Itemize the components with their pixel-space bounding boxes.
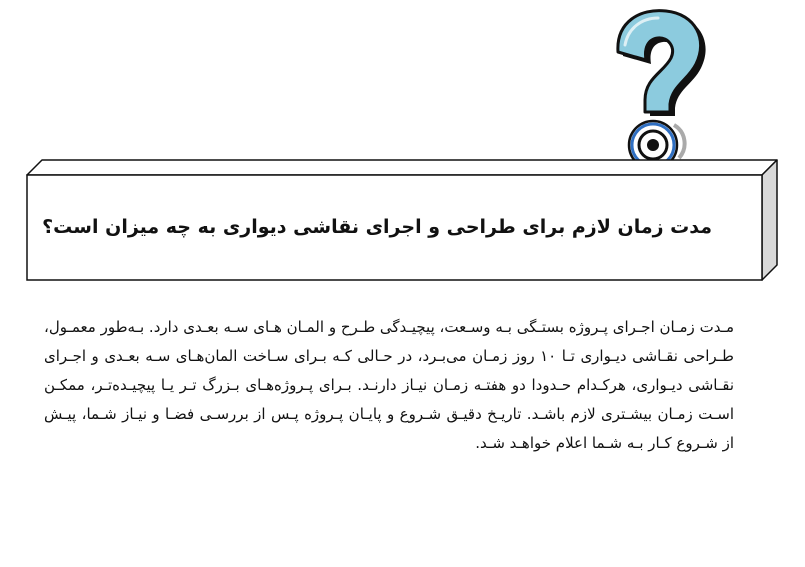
answer-paragraph: مـدت زمـان اجـرای پـروژه بستـگی بـه وسـعت، پیچیـدگی طـرح و المـان هـای سـه بعـدی دارد. بـه‌طور معمـول، طـراحی نقـاشی دیـواری تـا ۱۰ روز زمـان می‌بـرد، در حـالی کـه بـرای سـاخت المان‌هـای سـه بعـدی و اجـرای نقـاشی دیـواری، هرکـدام حـدودا دو هفتـه زمـان نیـاز دارنـد. بـرای پـروژه‌هـای بـزرگ تـر یـا پیچیـده‌تـر، ممکـن اسـت زمـان بیشـتری لازم باشـد. تاریـخ دقیـق شـروع و پایـان پـروژه پـس از بررسـی فضـا و نیـاز شـما، پیـش از شـروع کـار بـه شـما اعلام خواهـد شـد. [44,318,734,452]
question-title: مدت زمان لازم برای طراحی و اجرای نقاشی دیواری به چه میزان است؟ [42,216,712,238]
question-mark-face [618,11,701,112]
question-mark-icon [600,0,710,170]
